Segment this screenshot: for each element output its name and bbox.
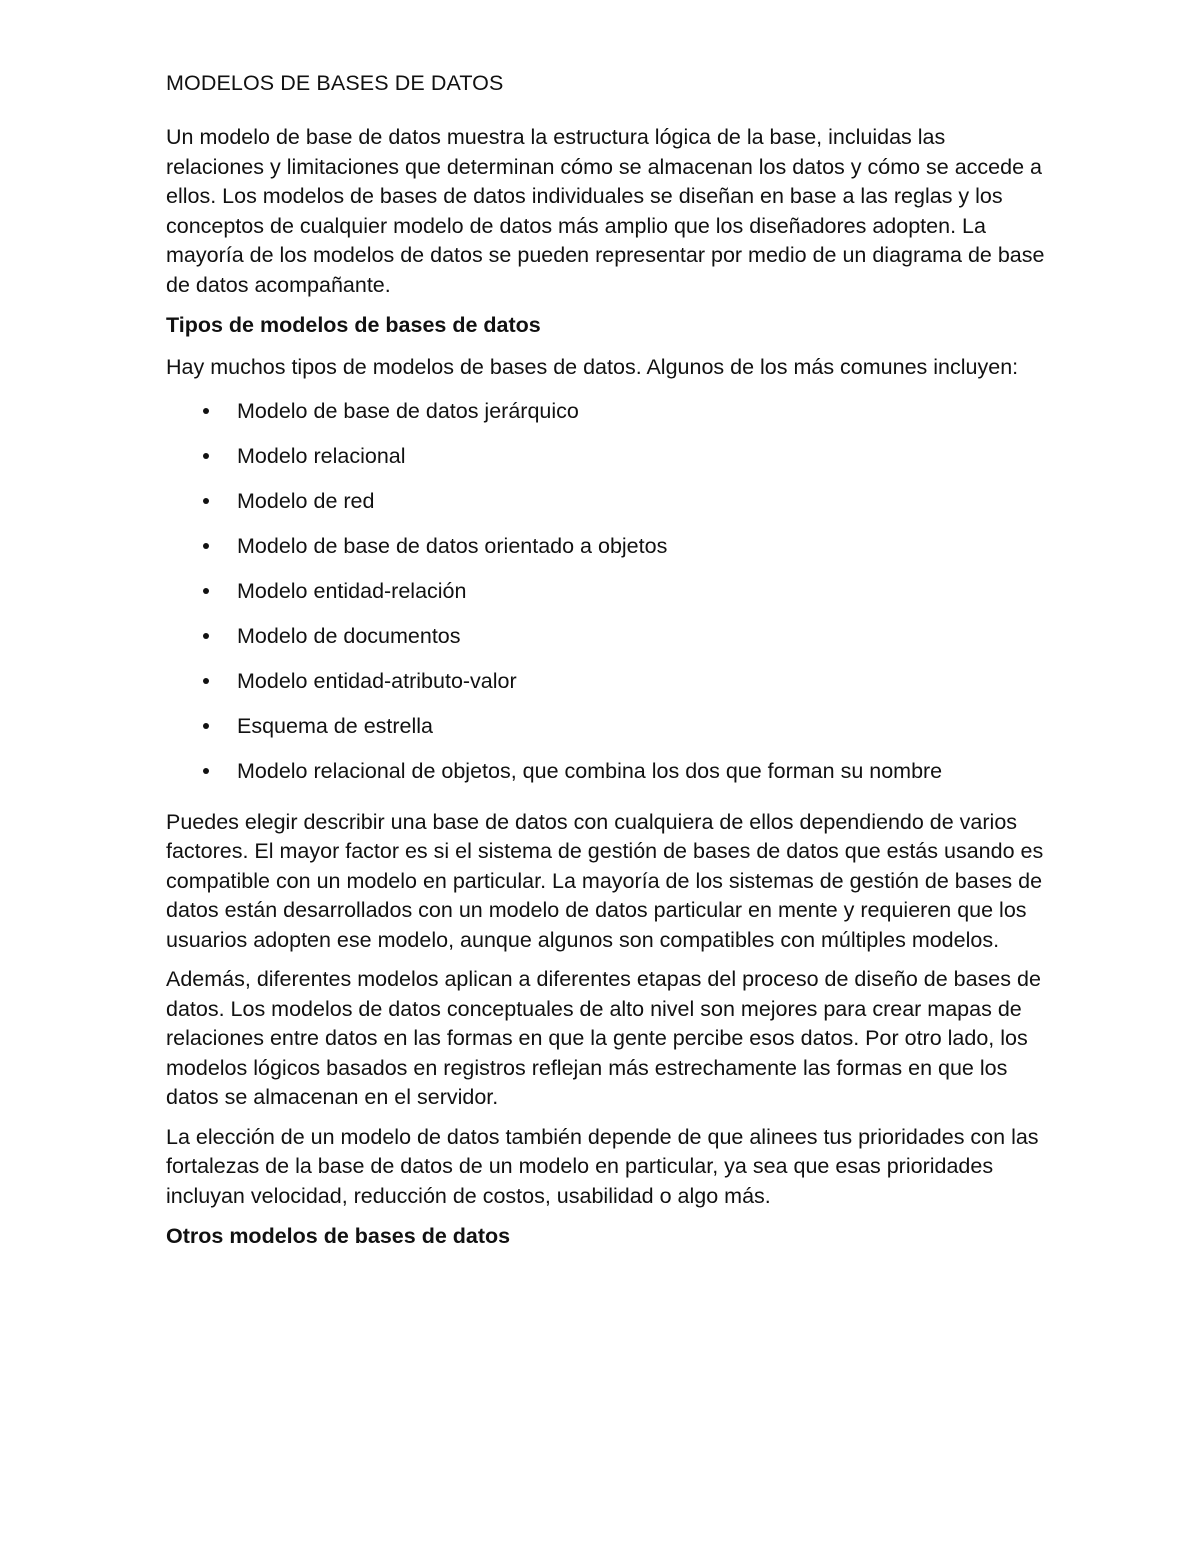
- bullet-icon: [203, 408, 209, 414]
- list-item-text: Modelo de documentos: [237, 623, 461, 648]
- intro-paragraph: Un modelo de base de datos muestra la estructura lógica de la base, incluidas las relaciones y limitaciones que determinan cómo se almacenan los datos y cómo se accede a ellos. Los modelos de bases de datos individuales se diseñan en base a las reglas y los conceptos de cualquier modelo de datos más amplio que los diseñadores adopten. La mayoría de los modelos de datos se pueden representar por medio de un diagrama de base de datos acompañante.: [166, 125, 1045, 297]
- body-paragraph-priorities: La elección de un modelo de datos también depende de que alinees tus prioridades con las fortalezas de la base de datos de un modelo en particular, ya sea que esas prioridades incluyan velocidad, reducción de costos, usabilidad o algo más.: [166, 1124, 1039, 1208]
- bullet-icon: [203, 588, 209, 594]
- list-item: [166, 396, 1046, 441]
- list-item-text: Modelo de base de datos jerárquico: [237, 398, 579, 423]
- body-paragraph-design-stages: Además, diferentes modelos aplican a diferentes etapas del proceso de diseño de bases de datos. Los modelos de datos conceptuales de alto nivel son mejores para crear mapas de relaciones entre datos en las formas en que la gente percibe esos datos. Por otro lado, los modelos lógicos basados en registros reflejan más estrechamente las formas en que los datos se almacenan en el servidor.: [166, 967, 1041, 1109]
- list-item: [166, 441, 1046, 486]
- body-paragraph-compatibility: Puedes elegir describir una base de datos con cualquiera de ellos dependiendo de varios factores. El mayor factor es si el sistema de gestión de bases de datos que estás usando es compatible con un modelo en particular. La mayoría de los sistemas de gestión de bases de datos están desarrollados con un modelo de datos particular en mente y requieren que los usuarios adopten ese modelo, aunque algunos son compatibles con múltiples modelos.: [166, 809, 1044, 952]
- bullet-icon: [203, 723, 209, 729]
- types-lead-paragraph: Hay muchos tipos de modelos de bases de datos. Algunos de los más comunes incluyen:: [166, 355, 1019, 379]
- bullet-icon: [203, 633, 209, 639]
- bullet-icon: [203, 543, 209, 549]
- bullet-icon: [203, 678, 209, 684]
- list-item-text: Modelo relacional: [237, 443, 406, 468]
- list-item-text: Modelo entidad-relación: [237, 578, 467, 603]
- section-heading-other: Otros modelos de bases de datos: [166, 1224, 511, 1248]
- list-item: [166, 711, 1046, 756]
- list-item-text: Modelo de red: [237, 488, 375, 513]
- list-item: [166, 621, 1046, 666]
- list-item: [166, 531, 1046, 576]
- list-item: [166, 576, 1046, 621]
- list-item: [166, 486, 1046, 531]
- list-item-text: Esquema de estrella: [237, 713, 433, 738]
- section-heading-types: Tipos de modelos de bases de datos: [166, 313, 541, 337]
- bullet-icon: [203, 768, 209, 774]
- list-item: [166, 666, 1046, 711]
- bullet-icon: [203, 453, 209, 459]
- document-title: MODELOS DE BASES DE DATOS: [166, 71, 504, 95]
- list-item: [166, 756, 1046, 801]
- bullet-icon: [203, 498, 209, 504]
- list-item-text: Modelo relacional de objetos, que combina los dos que forman su nombre: [237, 758, 943, 783]
- list-item-text: Modelo de base de datos orientado a objetos: [237, 533, 668, 558]
- document-body: [166, 68, 1046, 1264]
- list-item-text: Modelo entidad-atributo-valor: [237, 668, 517, 693]
- model-types-list: [166, 396, 1046, 801]
